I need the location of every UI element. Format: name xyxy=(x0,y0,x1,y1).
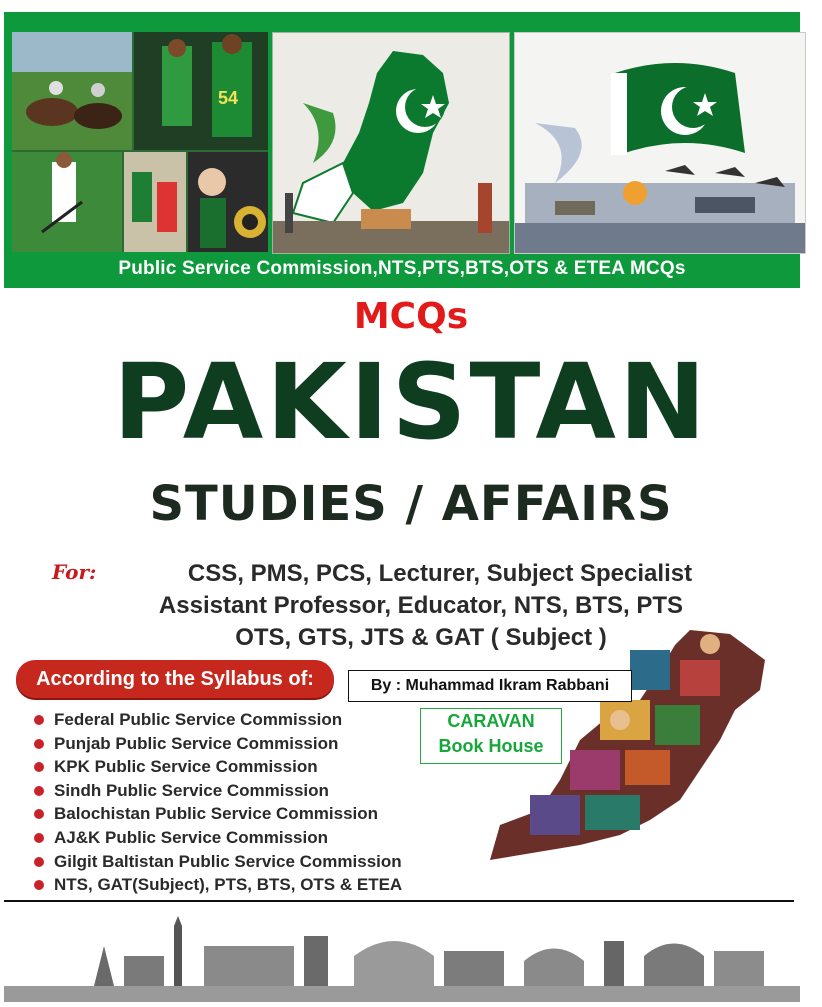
list-item-label: Balochistan Public Service Commission xyxy=(54,804,379,824)
bullet-dot-icon xyxy=(34,786,44,796)
commission-list xyxy=(34,710,464,899)
mcqs-kicker: MCQs xyxy=(353,296,469,337)
exam-list-line: CSS, PMS, PCS, Lecturer, Subject Specialist xyxy=(187,560,693,587)
publisher-name: CARAVAN xyxy=(447,711,535,731)
bullet-dot-icon xyxy=(34,762,44,772)
skyline-graphic xyxy=(4,906,800,1002)
list-item-label: Sindh Public Service Commission xyxy=(54,780,329,800)
list-item xyxy=(34,734,464,758)
bullet-dot-icon xyxy=(34,809,44,819)
list-item-label: AJ&K Public Service Commission xyxy=(54,827,328,847)
bullet-dot-icon xyxy=(34,715,44,725)
list-item xyxy=(34,757,464,781)
bullet-dot-icon xyxy=(34,880,44,890)
svg-text:54: 54 xyxy=(218,88,239,108)
pakistan-flag-icon xyxy=(515,33,805,253)
sports-photo-collage xyxy=(12,32,268,252)
list-item-label: NTS, GAT(Subject), PTS, BTS, OTS & ETEA xyxy=(54,875,403,895)
list-item-label: Federal Public Service Commission xyxy=(54,710,343,729)
banner-text: Public Service Commission,NTS,PTS,BTS,OTS & ETEA MCQs xyxy=(118,258,686,279)
bullet-dot-icon xyxy=(34,739,44,749)
footer-divider xyxy=(4,900,794,902)
book-title: PAKISTAN xyxy=(113,341,709,463)
list-item-label: Punjab Public Service Commission xyxy=(54,733,339,753)
cover-header-frame xyxy=(4,12,800,288)
pakistan-map-flag-photo xyxy=(272,32,510,254)
flag-military-photo xyxy=(514,32,806,254)
book-subtitle: STUDIES / AFFAIRS xyxy=(149,476,673,532)
landmark-skyline xyxy=(4,906,800,1002)
list-item-label: KPK Public Service Commission xyxy=(54,757,318,777)
bullet-dot-icon xyxy=(34,857,44,867)
exam-list-line: Assistant Professor, Educator, NTS, BTS, PTS xyxy=(158,592,684,619)
list-item xyxy=(34,852,464,876)
list-item xyxy=(34,781,464,805)
exam-list-line: OTS, GTS, JTS & GAT ( Subject ) xyxy=(235,624,607,651)
list-item xyxy=(34,710,464,734)
syllabus-heading: According to the Syllabus of: xyxy=(16,660,334,698)
pakistan-map-icon xyxy=(273,33,509,253)
author-label: By : Muhammad Ikram Rabbani xyxy=(348,670,632,702)
sports-collage-graphic xyxy=(12,32,268,252)
list-item xyxy=(34,804,464,828)
for-label: For: xyxy=(52,560,97,584)
list-item-label: Gilgit Baltistan Public Service Commission xyxy=(54,851,402,871)
list-item xyxy=(34,828,464,852)
list-item xyxy=(34,875,464,899)
publisher-name-line2: Book House xyxy=(438,736,544,756)
bullet-dot-icon xyxy=(34,833,44,843)
